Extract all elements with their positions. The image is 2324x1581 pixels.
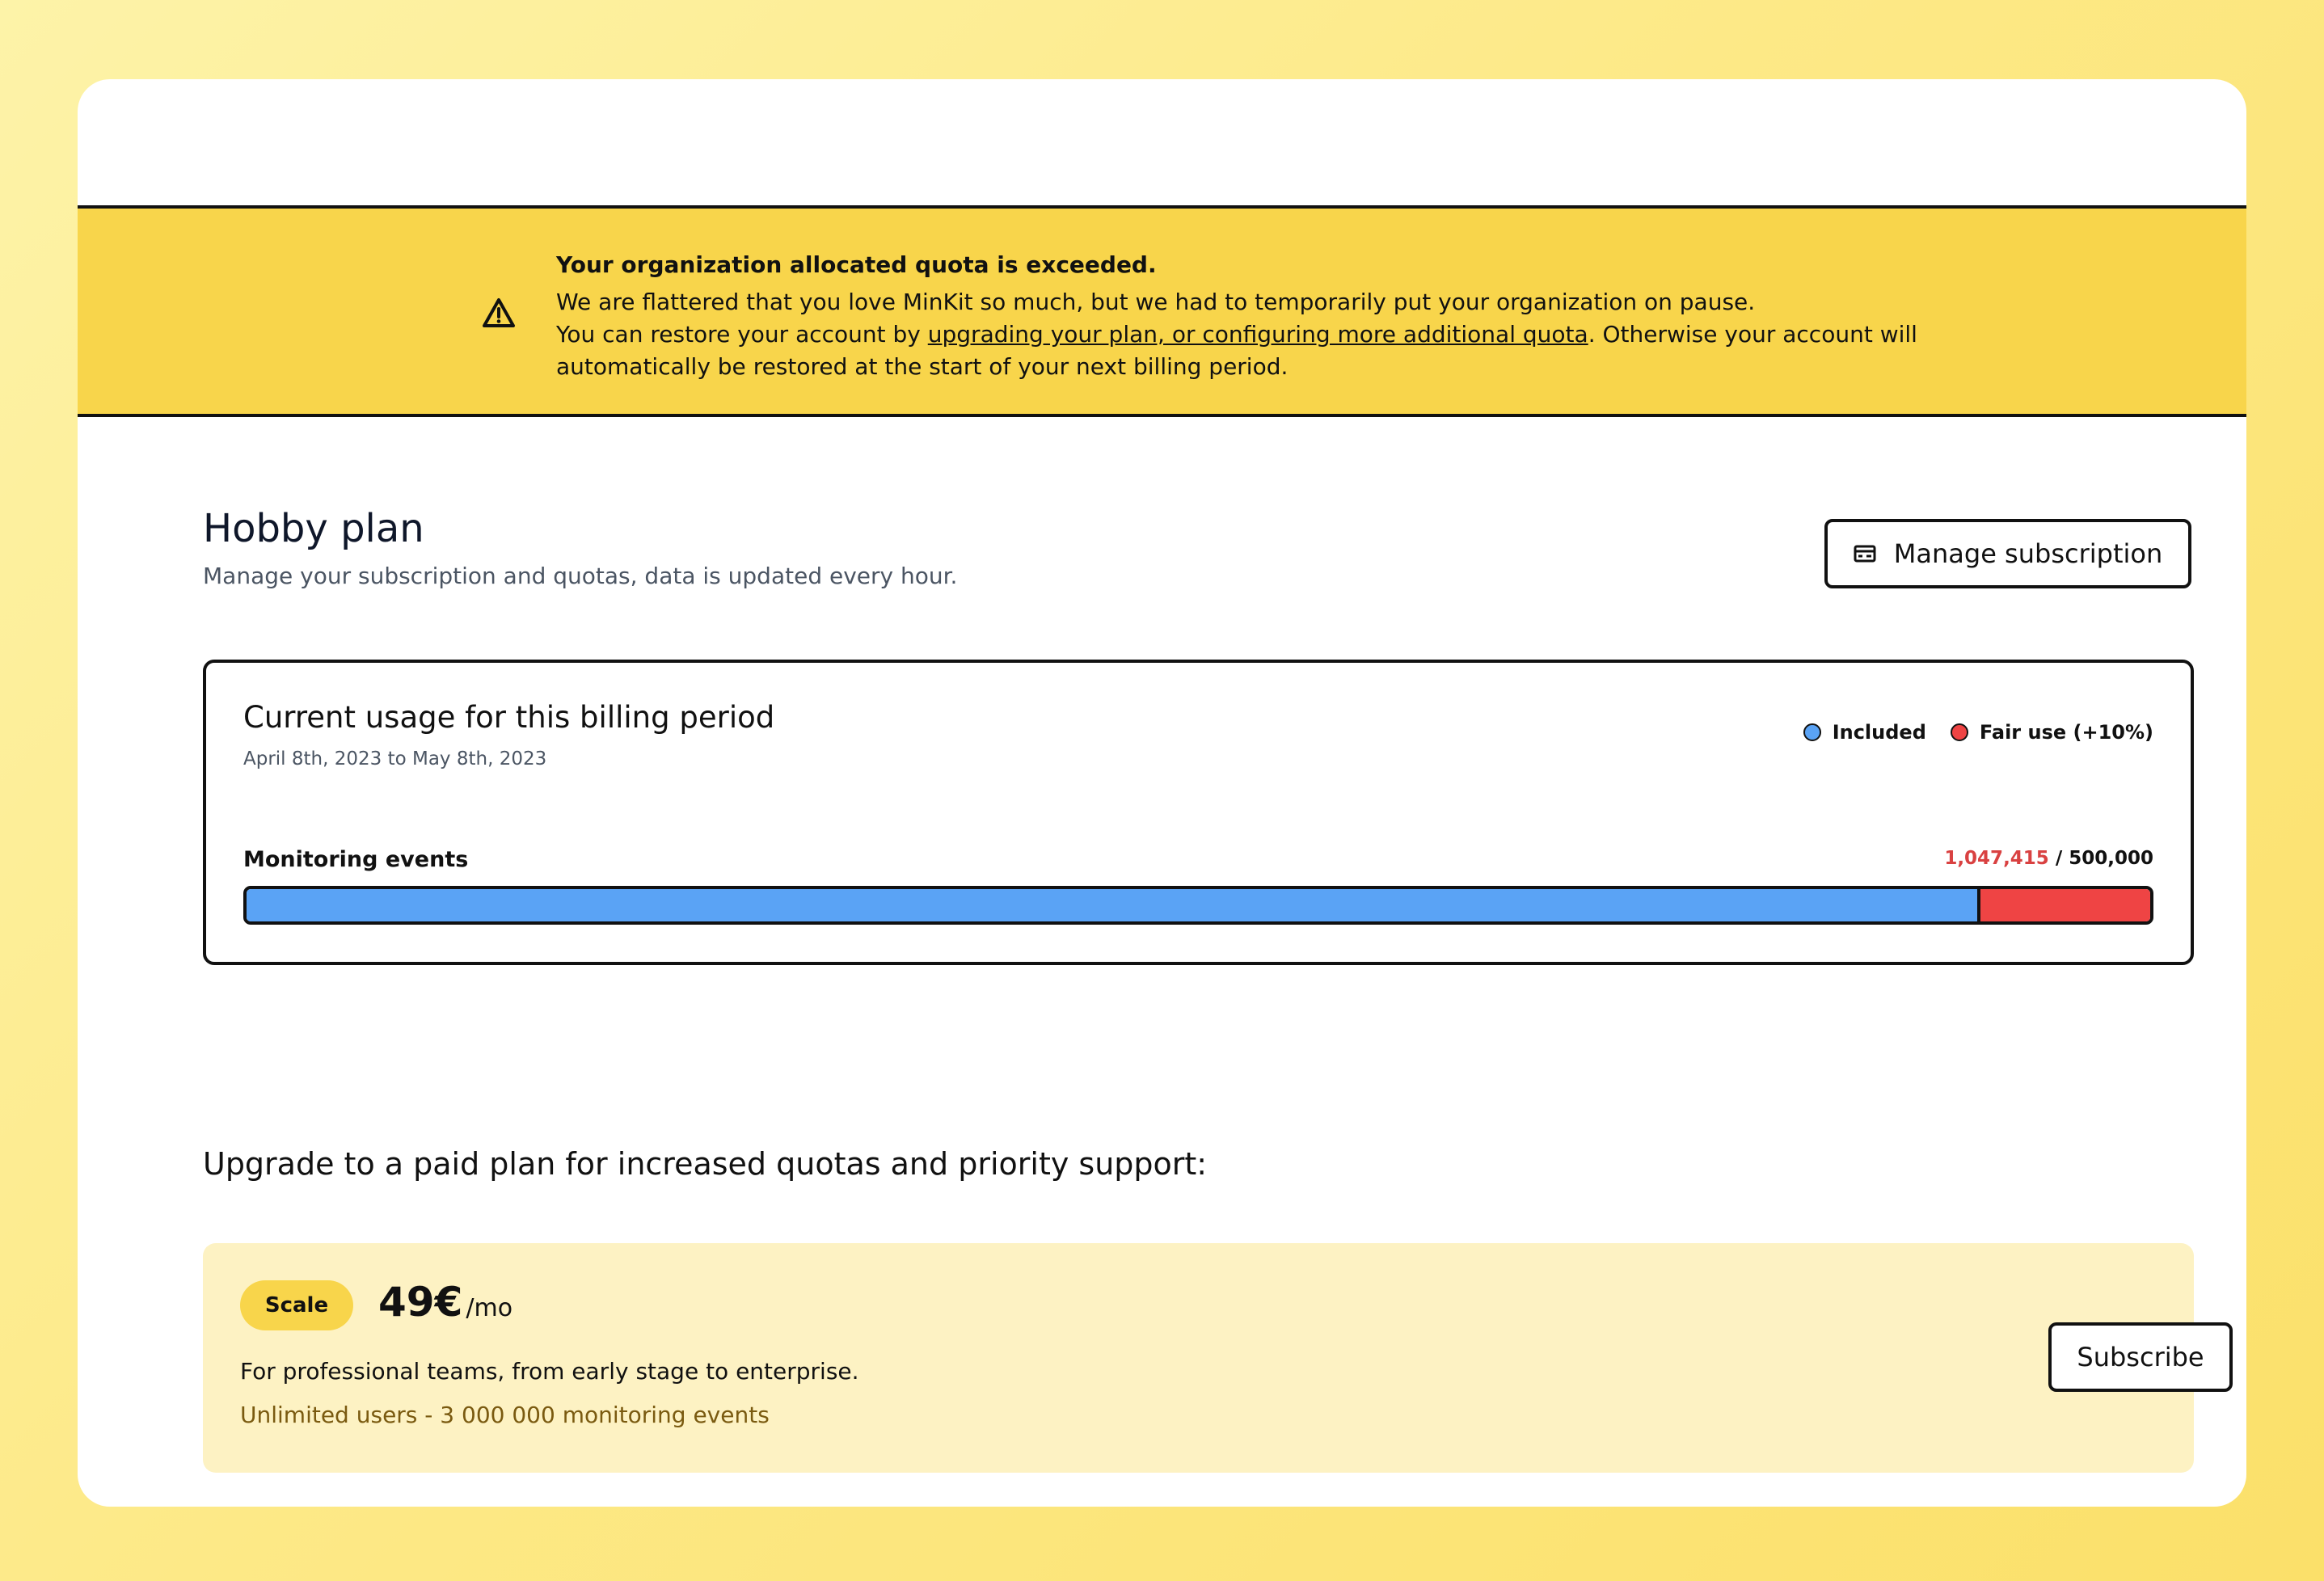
banner-message	[556, 249, 2011, 383]
billing-period-dates: April 8th, 2023 to May 8th, 2023	[243, 748, 547, 769]
banner-line-2	[556, 318, 2011, 383]
banner-line-2-suffix: . Otherwise your account will automatically be restored at the start of your next billing period.	[556, 321, 1917, 380]
banner-title: Your organization allocated quota is exceeded.	[556, 251, 1157, 278]
usage-legend	[1779, 721, 2153, 744]
metric-label: Monitoring events	[243, 847, 469, 872]
metric-separator: /	[2048, 848, 2069, 869]
legend-dot-fair-use	[1951, 723, 1968, 741]
banner-line-1: We are flattered that you love MinKit so much, but we had to temporarily put your organization on pause.	[556, 289, 1756, 315]
usage-bar-included-segment	[247, 889, 1977, 921]
legend-label-included: Included	[1832, 721, 1926, 744]
legend-dot-included	[1803, 723, 1821, 741]
plan-option-scale	[203, 1243, 2204, 1473]
credit-card-icon	[1854, 544, 1876, 563]
page-subtitle: Manage your subscription and quotas, data is updated every hour.	[203, 563, 958, 589]
plan-description: For professional teams, from early stage to enterprise.	[240, 1358, 859, 1385]
upgrade-plan-link[interactable]: upgrading your plan, or configuring more additional quota	[927, 321, 1588, 348]
manage-subscription-label: Manage subscription	[1893, 538, 2163, 569]
metric-used-value: 1,047,415	[1944, 848, 2049, 869]
plan-features: Unlimited users - 3 000 000 monitoring events	[240, 1402, 770, 1428]
plan-price	[378, 1279, 512, 1326]
legend-item-fair-use	[1951, 721, 2153, 744]
usage-progress-bar	[243, 886, 2153, 925]
subscribe-button[interactable]: Subscribe	[2048, 1322, 2233, 1392]
usage-bar-fair-use-segment	[1977, 889, 2150, 921]
page-title: Hobby plan	[203, 506, 424, 551]
plan-price-amount: 49€	[378, 1279, 463, 1326]
upgrade-heading: Upgrade to a paid plan for increased quotas and priority support:	[203, 1146, 1208, 1182]
legend-label-fair-use: Fair use (+10%)	[1979, 721, 2153, 744]
billing-card	[78, 79, 2246, 1507]
quota-exceeded-banner	[78, 205, 2246, 417]
banner-line-2-prefix: You can restore your account by	[556, 321, 928, 348]
metric-values	[1944, 848, 2153, 869]
usage-title: Current usage for this billing period	[243, 700, 775, 735]
plan-price-unit: /mo	[466, 1294, 513, 1322]
manage-subscription-button[interactable]	[1824, 519, 2191, 588]
usage-panel	[203, 660, 2194, 965]
legend-item-included	[1803, 721, 1926, 744]
metric-quota-value: 500,000	[2069, 848, 2153, 869]
warning-triangle-icon	[482, 297, 516, 328]
plan-badge: Scale	[240, 1280, 353, 1330]
